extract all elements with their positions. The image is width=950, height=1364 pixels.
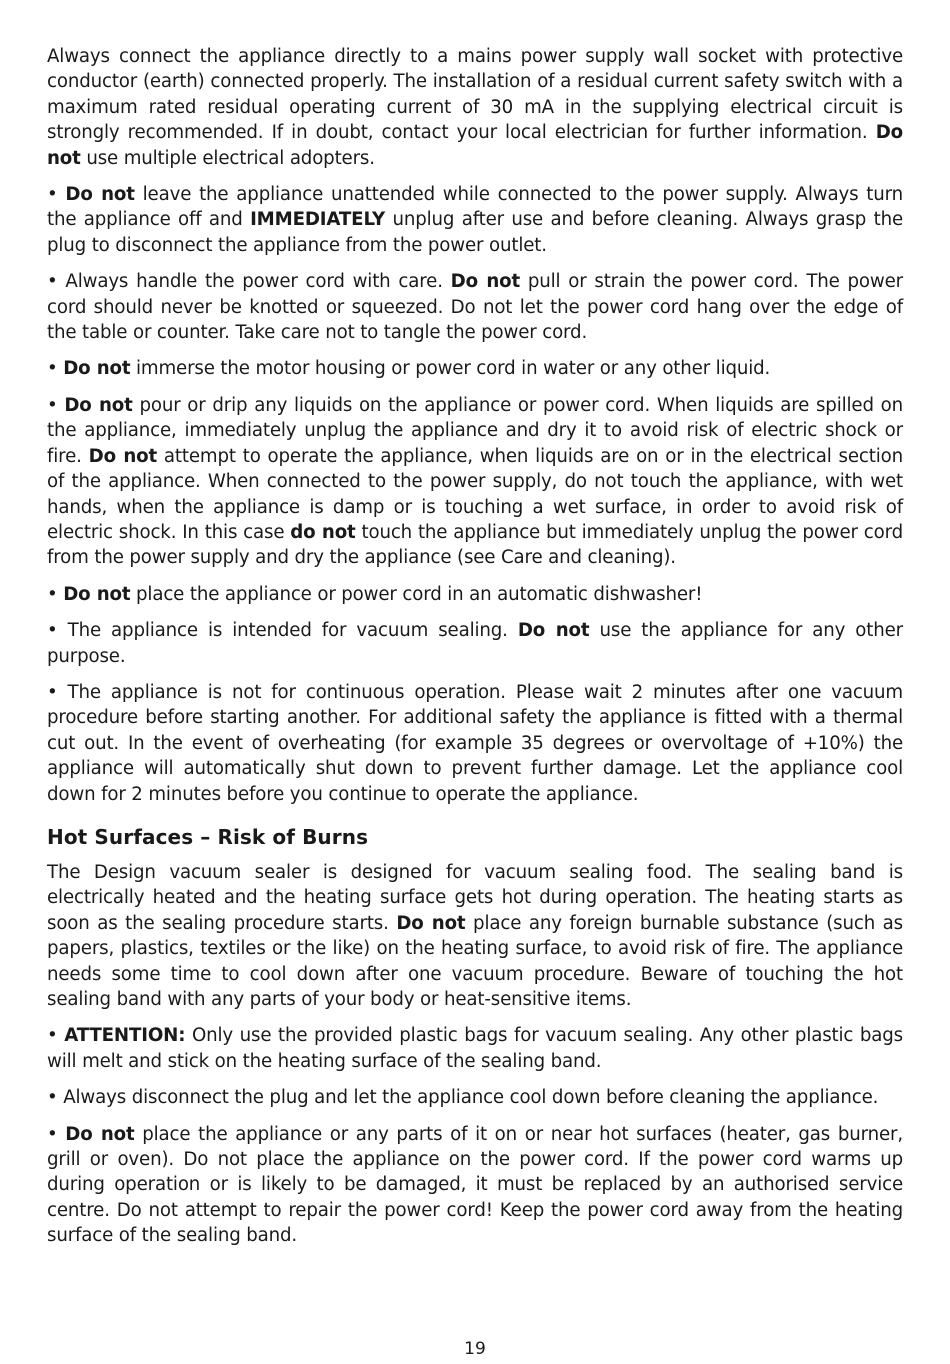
emphasis-text: Do not: [88, 445, 158, 467]
body-text: •: [47, 358, 64, 380]
body-text: use multiple electrical adopters.: [80, 147, 375, 169]
body-text: •: [47, 184, 66, 206]
body-text: use the appliance for any other purpose.: [47, 620, 903, 667]
body-text: immerse the motor housing or power cord in water or any other liquid.: [130, 358, 771, 380]
hot-surfaces-instructions: [47, 860, 903, 1249]
body-text: •: [47, 1123, 66, 1145]
page-number: 19: [464, 1339, 486, 1359]
paragraph: [47, 269, 903, 345]
emphasis-text: ATTENTION:: [64, 1025, 186, 1047]
body-text: place any foreign burnable substance (such as papers, plastics, textiles or the like) on the heating surface, to avoid risk of fire. The appliance needs some time to cool down after one vacuum procedure. Beware of touching the hot sealing band with any parts of your body or heat-sensitive items.: [47, 912, 903, 1010]
emphasis-text: Do not: [63, 358, 131, 380]
body-text: • Always disconnect the plug and let the appliance cool down before cleaning the appliance.: [47, 1087, 879, 1109]
emphasis-text: IMMEDIATELY: [250, 209, 386, 231]
body-text: Always connect the appliance directly to a mains power supply wall socket with protective conductor (earth) connected properly. The installation of a residual current safety switch with a maximum rated residual operating current of 30 mA in the supplying electrical circuit is strongly recommended. If in doubt, contact your local electrician for further information.: [47, 46, 903, 144]
paragraph: [47, 393, 903, 571]
body-text: •: [47, 1025, 65, 1047]
body-text: pour or drip any liquids on the appliance or power cord. When liquids are spilled on the appliance, immediately unplug the appliance and dry it to avoid risk of electric shock or fire.: [47, 394, 903, 467]
paragraph: [47, 356, 903, 381]
body-text: pull or strain the power cord. The power cord should never be knotted or squeezed. Do not let the power cord hang over the edge of the table or counter. Take care not to tangle the power cord.: [47, 271, 903, 344]
safety-instructions: [47, 44, 903, 807]
body-text: place the appliance or power cord in an automatic dishwasher!: [130, 583, 703, 605]
body-text: • Always handle the power cord with care.: [47, 271, 451, 293]
paragraph: [47, 44, 903, 171]
body-text: •: [47, 394, 65, 416]
body-text: unplug after use and before cleaning. Always grasp the plug to disconnect the appliance from the power outlet.: [47, 209, 903, 256]
body-text: • The appliance is not for continuous operation. Please wait 2 minutes after one vacuum procedure before starting another. For additional safety the appliance is fitted with a thermal cut out. In the event of overheating (for example 35 degrees or overvoltage of +10%) the appliance will automatically shut down to prevent further damage. Let the appliance cool down for 2 minutes before you continue to operate the appliance.: [47, 681, 903, 805]
paragraph: [47, 582, 903, 607]
emphasis-text: Do not: [47, 122, 903, 169]
emphasis-text: do not: [290, 521, 356, 543]
paragraph: [47, 860, 903, 1012]
body-text: place the appliance or any parts of it on or near hot surfaces (heater, gas burner, grill or oven). Do not place the appliance on the power cord. If the power cord warms up during operation or is likely to be damaged, it must be replaced by an authorised service centre. Do not attempt to repair the power cord! Keep the power cord away from the heating surface of the sealing band.: [47, 1123, 903, 1247]
paragraph: [47, 1023, 903, 1074]
emphasis-text: Do not: [63, 583, 131, 605]
emphasis-text: Do not: [450, 271, 521, 293]
body-text: Only use the provided plastic bags for vacuum sealing. Any other plastic bags will melt and stick on the heating surface of the sealing band.: [47, 1025, 903, 1072]
paragraph: [47, 1122, 903, 1249]
body-text: •: [47, 583, 64, 605]
body-text: • The appliance is intended for vacuum sealing.: [47, 620, 518, 642]
section-heading: Hot Surfaces – Risk of Burns: [47, 824, 369, 849]
emphasis-text: Do not: [64, 394, 133, 416]
emphasis-text: Do not: [396, 912, 466, 934]
body-text: leave the appliance unattended while connected to the power supply. Always turn the appliance off and: [47, 184, 903, 231]
body-text: touch the appliance but immediately unplug the power cord from the power supply and dry the appliance (see Care and cleaning).: [47, 521, 903, 569]
body-text: attempt to operate the appliance, when liquids are on or in the electrical section of the appliance. When connected to the power supply, do not touch the appliance, with wet hands, when the appliance is damp or is touching a wet surface, in order to avoid risk of electric shock. In this case: [47, 445, 903, 543]
paragraph: [47, 182, 903, 258]
emphasis-text: Do not: [65, 184, 135, 206]
paragraph: [47, 680, 903, 807]
emphasis-text: Do not: [65, 1123, 135, 1145]
document-page: [47, 44, 903, 1260]
paragraph: [47, 1085, 903, 1110]
emphasis-text: Do not: [517, 620, 590, 642]
paragraph: [47, 618, 903, 669]
body-text: The Design vacuum sealer is designed for vacuum sealing food. The sealing band is electrically heated and the heating surface gets hot during operation. The heating starts as soon as the sealing procedure starts.: [47, 861, 903, 934]
